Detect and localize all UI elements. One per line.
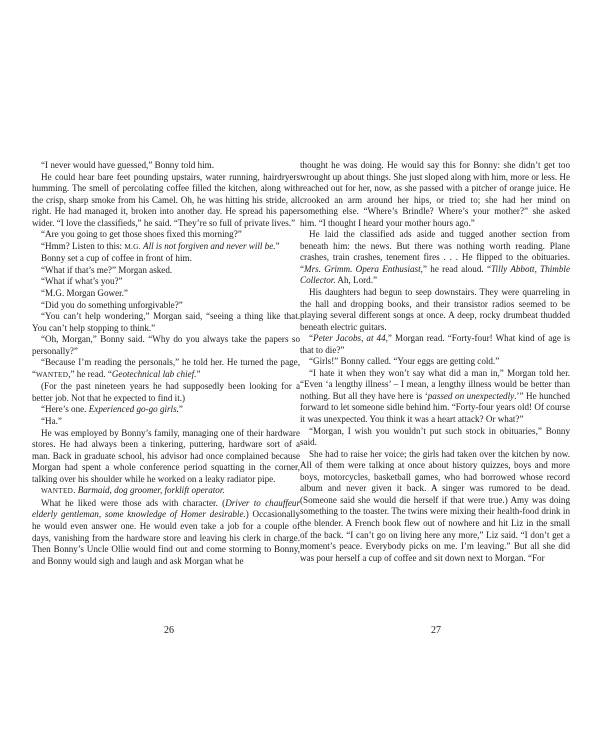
text-run: thought he was doing. He would say this for Bonny: she didn’t get too wrought up about things. She just sloped along with him, more or less. He reached out for her, now, as she passed with a pitcher of orange juice. He crooked an arm around her hips, or tried to; she had her mind on something else. “Where’s Brindle? Where’s your mother?” she asked him. “I thought I heard your mother hours ago.” [300,160,570,228]
paragraph [300,333,570,356]
paragraph [32,404,300,416]
italic-run: passed on unexpectedly [427,390,515,401]
right-page-number: 27 [431,625,441,636]
italic-run: Driver to chauffeur elderly gentleman, some knowledge of Homer desirable. [32,497,300,520]
text-run: “Morgan, I wish you wouldn’t put such stock in obituaries,” Bonny said. [300,425,570,448]
text-run: ,” he read. “ [68,368,112,379]
paragraph [300,229,570,287]
text-run: He could hear bare feet pounding upstairs, water running, hairdryers humming. The smell of percolating coffee filled the kitchen, along with the crisp, sharp smoke from his Camel. Oh, he was hitting his stride, all right. He had managed it, broken into another day. He spread his paper wider. “I love the classifieds,” he said. “They’re so full of private lives.” [32,171,300,228]
italic-run: Mrs. Grimm. Opera Enthusiast [304,263,421,274]
text-run: “Here’s one. [41,404,89,415]
paragraph [32,229,300,241]
paragraph [32,276,300,288]
paragraph [32,253,300,265]
text-run: “M.G. Morgan Gower.” [41,288,128,299]
text-run: “Did you do something unforgivable?” [41,299,183,310]
text-run: “Because I’m reading the personals,” he told her. He turned the page, “ [32,357,300,379]
text-run: “I hate it when they won’t say what did a man in,” Morgan told her. “Even ‘a lengthy illness’ – I mean, a lengthy illness would be better than nothing. But all they have here is ‘ [300,367,570,401]
paragraph [300,160,570,229]
text-run: “Hmm? Listen to this: [41,240,125,251]
small-caps-run: WANTED [41,487,74,496]
paragraph [32,498,300,567]
paragraph [300,449,570,564]
paragraph [32,160,300,172]
text-run: He laid the classified ads aside and tugged another section from beneath him: the news. But there was nothing worth reading. Plane crashes, train crashes, tenement fires . . . He flipped to the obituaries. “ [300,229,570,274]
italic-run: Geotechnical lab chief. [111,368,197,379]
paragraph [32,300,300,312]
left-page-text [32,160,300,567]
text-run: She had to raise her voice; the girls had taken over the kitchen by now. All of them were talking at once about history quizzes, boys and more boys, motorcycles, basketball games, who had borrowed whose record album and never given it back. A singer was rumored to be dead. (Someone said she would die herself if that were true.) Amy was doing something to the toaster. The twins were mixing their health-food drink in the blender. A French book flew out of nowhere and hit Liz in the small of the back. “I can’t go on living here any more,” Liz said. “I don’t get a moment’s peace. Everybody picks on me. I’m leaving.” But all she did was pour herself a cup of coffee and sit down next to Morgan. “For [300,448,570,563]
paragraph [300,368,570,426]
text-run: He was employed by Bonny’s family, managing one of their hardware stores. He had always been a tinkering, puttering, hardware sort of a man. Back in graduate school, his advisor had once complained because Morgan had spent a whole conference period squatting in the corner, talking over his shoulder while he worked on a leaky radiator pipe. [32,427,300,484]
text-run: “Girls!” Bonny called. “Your eggs are getting cold.” [309,356,500,367]
text-run: Ah, Lord.” [335,275,378,286]
small-caps-run: M.G. [124,242,141,251]
paragraph [32,288,300,300]
paragraph [32,357,300,381]
small-caps-run: WANTED [36,370,69,379]
text-run: What he liked were those ads with character. ( [41,497,226,508]
text-run: Bonny set a cup of coffee in front of him. [41,253,192,264]
paragraph [32,265,300,277]
text-run: .’” He hunched forward to let someone sidle behind him. “Forty-four years old! Of course it was unexpected. You think it was a heart attack? Or what?” [300,390,570,425]
paragraph [300,287,570,333]
italic-run: Experienced go-go girls. [88,404,179,415]
text-run: ) Occasionally he would even answer one. He would even take a job for a couple of days, vanishing from the hardware store and leaving his clerk in charge. Then Bonny’s Uncle Ollie would find out and come storming to Bonny, and Bonny would sigh and laugh and ask Morgan what he [32,509,300,566]
text-run: “Oh, Morgan,” Bonny said. “Why do you always take the papers so personally?” [32,334,300,356]
text-run: ” [178,404,183,415]
right-page-text [300,160,570,564]
text-run: “Ha.” [41,416,62,427]
italic-run: Tilly Abbott, Thimble Collector. [300,263,570,286]
paragraph [32,311,300,334]
text-run: ,” Morgan read. “Forty-four! What kind of age is that to die?” [300,333,570,355]
paragraph [32,334,300,357]
italic-run: All is not forgiven and never will be. [143,240,276,251]
left-page-number: 26 [164,625,174,636]
text-run: ,” he read aloud. “ [420,263,491,274]
text-run: “You can’t help wondering,” Morgan said, “seeing a thing like that. You can’t help stopping to think.” [32,311,300,333]
text-run: (For the past nineteen years he had supposedly been looking for a better job. Not that he expected to find it.) [32,381,300,403]
text-run: ” [196,368,201,379]
italic-run: Peter Jacobs, at 44 [313,333,386,344]
text-run: “ [309,333,314,344]
text-run: His daughters had begun to seep downstairs. They were quarreling in the hall and dropping books, and their transistor radios seemed to be playing several different songs at once. A deep, rocky drumbeat thudded beneath electric guitars. [300,287,570,332]
italic-run: Barmaid, dog groomer, forklift operator. [77,485,225,496]
text-run: “What if what’s you?” [41,276,123,287]
text-run: . [73,485,78,496]
text-run: “Are you going to get those shoes fixed this morning?” [41,229,242,240]
paragraph [32,241,300,254]
paragraph [300,426,570,449]
paragraph [32,416,300,428]
text-run: “I never would have guessed,” Bonny told him. [41,160,214,170]
paragraph [32,428,300,486]
paragraph [32,172,300,230]
text-run: “What if that’s me?” Morgan asked. [41,264,173,275]
paragraph [300,356,570,368]
paragraph [32,485,300,498]
text-run: ” [275,240,280,251]
paragraph [32,381,300,404]
